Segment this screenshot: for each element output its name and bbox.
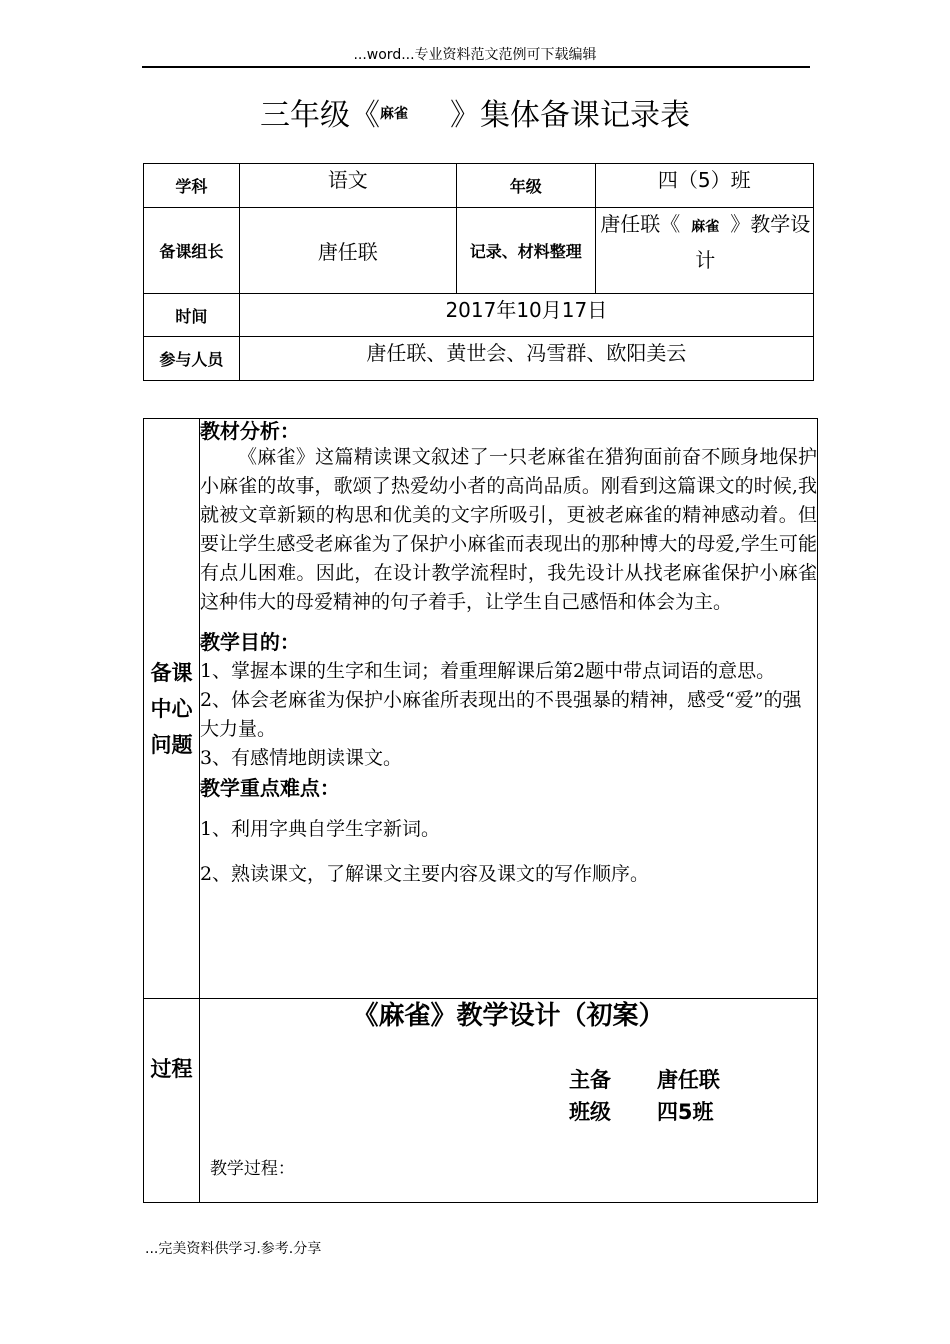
participants-label: 参与人员: [144, 337, 240, 381]
key-point-item: 1、利用字典自学生字新词。: [199, 818, 441, 840]
leader-label: 备课组长: [144, 208, 240, 294]
preparer-label: 主备: [568, 1068, 611, 1092]
center-content: [199, 419, 817, 999]
recorder-label: 记录、材料整理: [456, 208, 595, 294]
key-heading: 教学重点难点：: [199, 776, 340, 800]
preparer-value: 唐任联: [656, 1068, 720, 1092]
goal-item: 3、有感情地朗读课文。: [199, 747, 403, 769]
recorder-value-pre: 唐任联《: [600, 212, 681, 236]
recorder-value: [595, 208, 813, 294]
center-side-label-3: 问题: [150, 732, 193, 757]
lesson-table: [143, 418, 818, 1203]
recorder-value-lesson: 麻雀: [691, 219, 720, 235]
center-side-label-1: 备课: [150, 660, 193, 685]
time-value: 2017年10月17日: [239, 294, 813, 337]
key-point-item: 2、熟读课文，了解课文主要内容及课文的写作顺序。: [199, 863, 650, 885]
analysis-text: 《麻雀》这篇精读课文叙述了一只老麻雀在猎狗面前奋不顾身地保护小麻雀的故事，歌颂了热爱幼小者的高尚品质。刚看到这篇课文的时候,我就被文章新颖的构思和优美的文字所吸引，更被老麻雀的精神感动着。但要让学生感受老麻雀为了保护小麻雀而表现出的那种博大的母爱,学生可能有点儿困难。因此，在设计教学流程时，我先设计从找老麻雀保护小麻雀这种伟大的母爱精神的句子着手，让学生自己感悟和体会为主。: [199, 446, 817, 613]
process-label: 教学过程：: [209, 1159, 295, 1179]
time-label: 时间: [144, 294, 240, 337]
page-header: ...word...专业资料范文范例可下载编辑: [353, 47, 597, 63]
subject-value: 语文: [239, 164, 456, 208]
process-side-label: 过程: [144, 999, 200, 1203]
grade-value: 四（5）班: [595, 164, 813, 208]
center-side-label: [144, 419, 200, 999]
page-footer: ...完美资料供学习.参考.分享: [145, 1241, 322, 1257]
signature-block: [200, 1064, 817, 1144]
info-table: [143, 163, 814, 381]
leader-value: 唐任联: [239, 208, 456, 294]
goal-item: 2、体会老麻雀为保护小麻雀所表现出的不畏强暴的精神，感受“爱”的强大力量。: [199, 689, 802, 740]
process-content: [199, 999, 817, 1203]
goal-item: 1、掌握本课的生字和生词；着重理解课后第2题中带点词语的意思。: [199, 660, 776, 682]
grade-label: 年级: [456, 164, 595, 208]
title-lesson: 麻雀: [380, 105, 408, 122]
subject-label: 学科: [144, 164, 240, 208]
class-label: 班级: [568, 1100, 611, 1124]
analysis-heading: 教材分析：: [199, 419, 300, 443]
recorder-value-post: 》教学设计: [695, 212, 811, 272]
document-title: [0, 90, 950, 134]
participants-value: 唐任联、黄世会、冯雪群、欧阳美云: [239, 337, 813, 381]
center-side-label-2: 中心: [150, 696, 193, 721]
goals-heading: 教学目的：: [199, 630, 300, 654]
header-rule: [142, 66, 810, 68]
title-suffix: 》集体备课记录表: [450, 98, 690, 133]
design-title: 《麻雀》教学设计（初案）: [352, 1001, 665, 1031]
class-value: 四5班: [656, 1100, 714, 1124]
title-prefix: 三年级《: [260, 98, 380, 133]
